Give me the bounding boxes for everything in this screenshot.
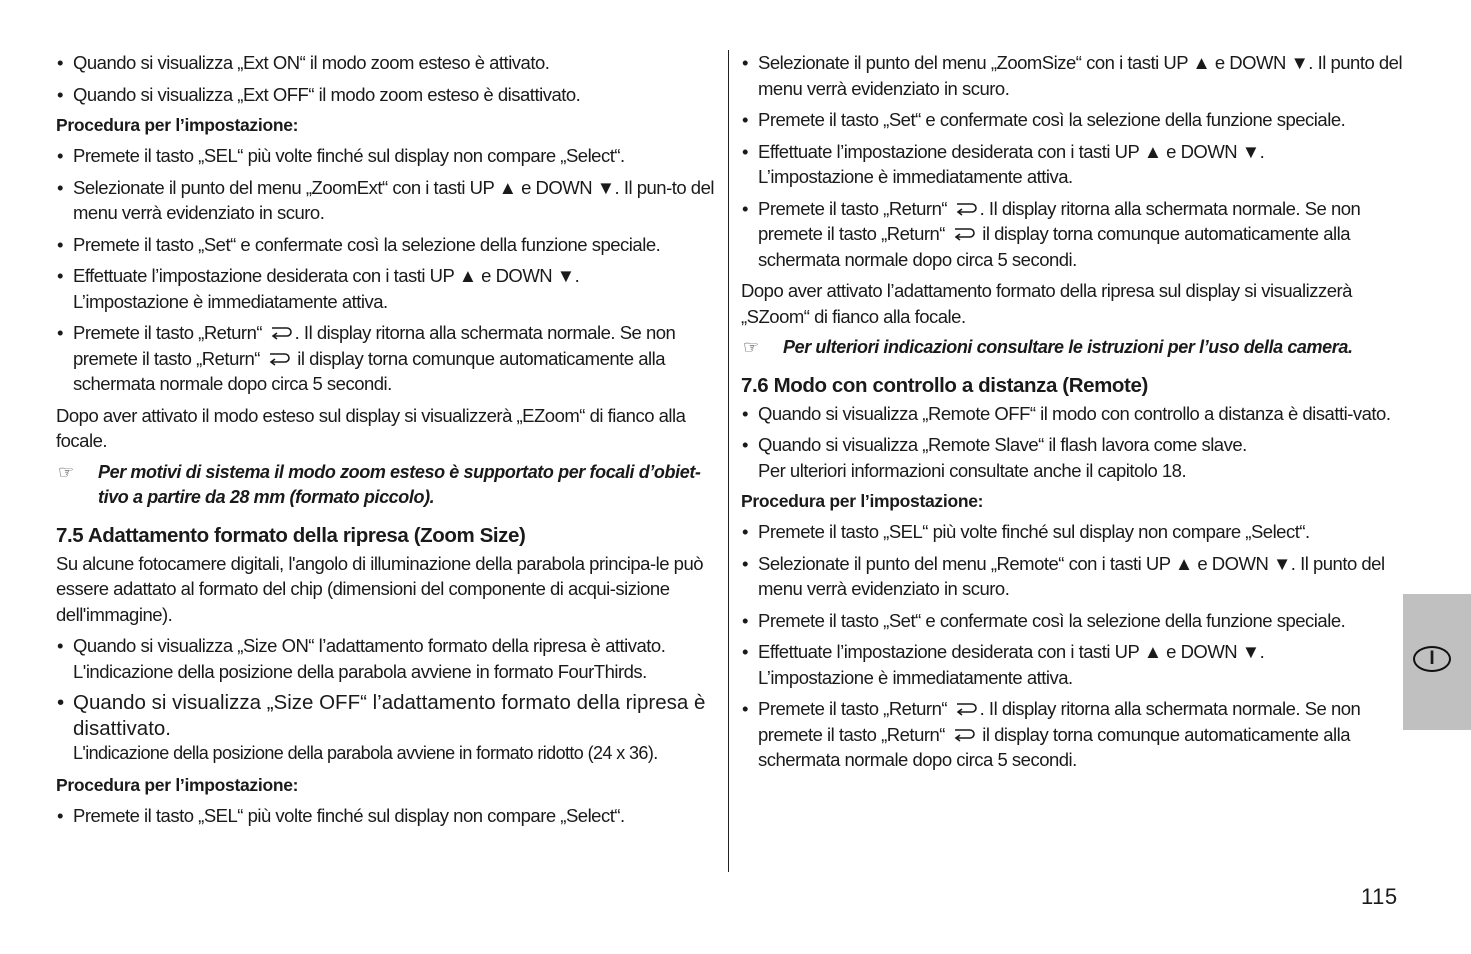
effect-line-2: L’impostazione è immediatamente attiva. bbox=[758, 666, 1073, 688]
bullet-size-off bbox=[56, 690, 720, 767]
bullet-effect-setting-2 bbox=[741, 639, 1403, 690]
return-text-c: il display torna comunque automaticamente alla schermata normale dopo circa 5 secondi. bbox=[758, 223, 1351, 270]
remote-slave-line-2: Per ulteriori informazioni consultate anche il capitolo 18. bbox=[758, 459, 1187, 481]
return-text-c: il display torna comunque automaticamente alla schermata normale dopo circa 5 secondi. bbox=[758, 723, 1351, 770]
bullet-remote-slave bbox=[741, 432, 1403, 483]
return-arrow-icon bbox=[954, 700, 978, 716]
procedure-heading-2: Procedura per l’impostazione: bbox=[56, 774, 299, 795]
effect-line-1: • Effettuate l’impostazione desiderata con i tasti UP ▲ e DOWN ▼. bbox=[73, 265, 580, 286]
bullet-effect-setting bbox=[56, 263, 720, 314]
effect-line-1: • Effettuate l’impostazione desiderata con i tasti UP ▲ e DOWN ▼. bbox=[758, 641, 1265, 662]
system-note bbox=[56, 460, 720, 511]
section-title-zoom-size: 7.5 Adattamento formato della ripresa (Zoom Size) bbox=[56, 523, 526, 547]
remote-slave-line-1: • Quando si visualizza „Remote Slave“ il flash lavora come slave. bbox=[758, 434, 1247, 455]
procedure-heading: Procedura per l’impostazione: bbox=[741, 491, 984, 511]
procedure-heading: Procedura per l’impostazione: bbox=[56, 115, 299, 135]
after-activation-text: Dopo aver attivato l’adattamento formato della ripresa sul display si visualizzerà „SZoom“ di fianco alla focale. bbox=[741, 280, 1352, 327]
bullet-press-return bbox=[741, 196, 1403, 273]
bullet-press-sel: • Premete il tasto „SEL“ più volte finché sul display non compare „Select“. bbox=[56, 143, 720, 169]
return-arrow-icon bbox=[954, 200, 978, 216]
return-arrow-icon bbox=[269, 324, 293, 340]
bullet-press-return-2 bbox=[741, 696, 1403, 773]
language-tab-letter: I bbox=[1413, 646, 1451, 672]
bullet-press-set: • Premete il tasto „Set“ e confermate così la selezione della funzione speciale. bbox=[741, 107, 1403, 133]
bullet-select-remote: • Selezionate il punto del menu „Remote“ con i tasti UP ▲ e DOWN ▼. Il punto del menu verrà evidenziato in scuro. bbox=[741, 551, 1403, 602]
bullet-press-sel-2: • Premete il tasto „SEL“ più volte finché sul display non compare „Select“. bbox=[56, 803, 720, 829]
return-text-a: Premete il tasto „Return“ bbox=[758, 197, 948, 219]
return-text-c: il display torna comunque automaticamente alla schermata normale dopo circa 5 secondi. bbox=[73, 347, 666, 394]
size-off-line-2: L'indicazione della posizione della parabola avviene in formato ridotto (24 x 36). bbox=[73, 743, 658, 763]
size-off-line-1: • Quando si visualizza „Size OFF“ l’adattamento formato della ripresa è disattivato. bbox=[73, 691, 706, 740]
section-title-remote: 7.6 Modo con controllo a distanza (Remote) bbox=[741, 373, 1148, 397]
left-column bbox=[56, 50, 720, 834]
return-arrow-icon bbox=[952, 726, 976, 742]
bullet-select-zoomext: • Selezionate il punto del menu „ZoomExt“ con i tasti UP ▲ e DOWN ▼. Il pun-to del menu verrà evidenziato in scuro. bbox=[56, 175, 720, 226]
bullet-remote-off: • Quando si visualizza „Remote OFF“ il modo con controllo a distanza è disatti-vato. bbox=[741, 401, 1403, 427]
effect-line-1: • Effettuate l’impostazione desiderata con i tasti UP ▲ e DOWN ▼. bbox=[758, 140, 1265, 162]
bullet-ext-off: • Quando si visualizza „Ext OFF“ il modo zoom esteso è disattivato. bbox=[56, 82, 720, 108]
after-activation-text: Dopo aver attivato il modo esteso sul display si visualizzerà „EZoom“ di fianco alla focale. bbox=[56, 404, 686, 451]
bullet-select-zoomsize: • Selezionate il punto del menu „ZoomSize“ con i tasti UP ▲ e DOWN ▼. Il punto del menu verrà evidenziato in scuro. bbox=[741, 50, 1403, 101]
return-arrow-icon bbox=[267, 350, 291, 366]
note-text: Per motivi di sistema il modo zoom esteso è supportato per focali d’obiet-tivo a partire da 28 mm (formato piccolo). bbox=[98, 461, 701, 507]
column-divider bbox=[728, 50, 729, 872]
bullet-ext-on: • Quando si visualizza „Ext ON“ il modo zoom esteso è attivato. bbox=[56, 50, 720, 76]
pointing-hand-icon: ☞ bbox=[58, 461, 74, 482]
section-intro: Su alcune fotocamere digitali, l'angolo di illuminazione della parabola principa-le può essere adattato al formato del chip (dimensioni del componente di acqui-sizione dell'immagine). bbox=[56, 552, 704, 625]
return-text-b: . Il display ritorna alla schermata normale. Se non premete il tasto „Return“ bbox=[758, 197, 1361, 244]
return-text-a: Premete il tasto „Return“ bbox=[73, 322, 263, 343]
bullet-press-set: • Premete il tasto „Set“ e confermate così la selezione della funzione speciale. bbox=[56, 232, 720, 258]
pointing-hand-icon: ☞ bbox=[743, 337, 759, 357]
bullet-press-return bbox=[56, 320, 720, 397]
effect-line-2: L’impostazione è immediatamente attiva. bbox=[758, 166, 1073, 187]
bullet-press-set-2: • Premete il tasto „Set“ e confermate così la selezione della funzione speciale. bbox=[741, 608, 1403, 634]
return-arrow-icon bbox=[952, 225, 976, 241]
bullet-press-sel: • Premete il tasto „SEL“ più volte finché sul display non compare „Select“. bbox=[741, 519, 1403, 545]
note-text: Per ulteriori indicazioni consultare le istruzioni per l’uso della camera. bbox=[783, 337, 1353, 357]
camera-note bbox=[741, 335, 1403, 361]
right-column bbox=[741, 50, 1403, 779]
return-text-b: . Il display ritorna alla schermata normale. Se non premete il tasto „Return“ bbox=[73, 322, 676, 369]
size-on-line-2: L'indicazione della posizione della parabola avviene in formato FourThirds. bbox=[73, 660, 647, 682]
return-text-a: Premete il tasto „Return“ bbox=[758, 698, 948, 719]
bullet-effect-setting bbox=[741, 139, 1403, 190]
effect-line-2: L’impostazione è immediatamente attiva. bbox=[73, 290, 388, 312]
bullet-size-on bbox=[56, 633, 720, 684]
return-text-b: . Il display ritorna alla schermata normale. Se non premete il tasto „Return“ bbox=[758, 698, 1361, 745]
page-number: 115 bbox=[1361, 884, 1398, 909]
size-on-line-1: • Quando si visualizza „Size ON“ l’adattamento formato della ripresa è attivato. bbox=[73, 635, 666, 656]
